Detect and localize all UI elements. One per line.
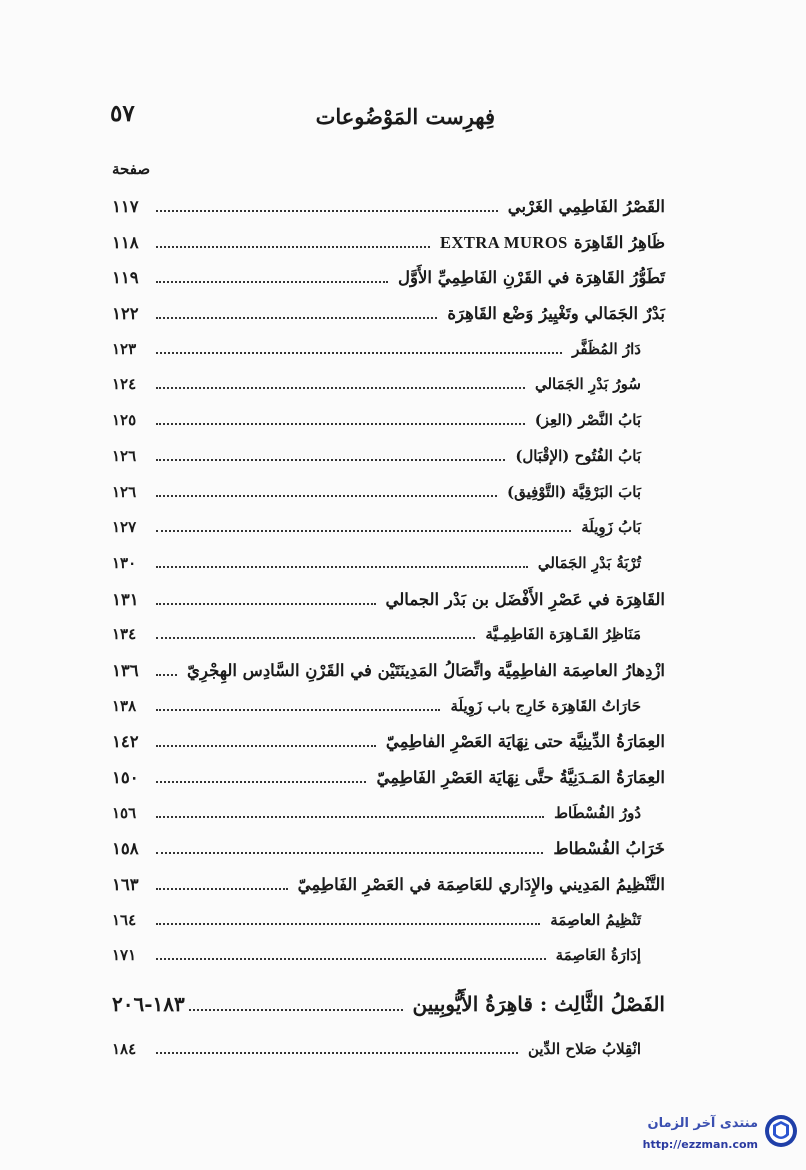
- toc-entry-row: [112, 233, 665, 269]
- toc-entry-row: [112, 697, 665, 733]
- toc-chapter-row: [112, 992, 665, 1036]
- page-header: [110, 100, 670, 140]
- toc-leader-dots: [156, 245, 430, 248]
- watermark-name: منتدى آخر الزمان: [647, 1116, 758, 1131]
- toc-leader-dots: [156, 708, 440, 711]
- toc-entry-title: تُرْبَةُ بَدْرِ الجَمَالي: [537, 553, 641, 572]
- toc-entry-title: خَرَابُ الفُسْطاط: [553, 839, 665, 859]
- toc-entry-title: بَابُ زَوِيلَة: [581, 518, 641, 537]
- toc-leader-dots: [156, 209, 498, 212]
- toc-entry-row: [112, 661, 665, 697]
- toc-entry-title: ازْدِهارُ العاصِمَة الفاطِمِيَّة واتِّصَالُ المَدِينَتَيْن في القَرْنِ السَّادِس الهِجْرِيّ: [187, 660, 665, 680]
- toc-entry-row: [112, 411, 665, 447]
- toc-entry-row: [112, 375, 665, 411]
- toc-entry-title: التَّنْظِيمُ المَدِيني والإِدَاري للعَاصِمَة في العَصْرِ الفَاطِمِيّ: [297, 875, 665, 895]
- toc-page-number: ١٢٦: [112, 446, 137, 465]
- toc-leader-dots: [156, 744, 376, 747]
- toc-leader-dots: [189, 1008, 403, 1011]
- toc-leader-dots: [156, 636, 475, 639]
- watermark-url: http://ezzman.com: [642, 1138, 758, 1151]
- toc-page-number: ١٢٣: [112, 339, 137, 358]
- toc-leader-dots: [156, 887, 288, 890]
- toc-entry-row: [112, 875, 665, 911]
- toc-leader-dots: [156, 1051, 518, 1054]
- toc-entry-title: العِمَارَةُ المَـدَنِيَّةُ حتَّى نِهَايَة العَصْرِ الفَاطِمِيّ: [376, 768, 665, 787]
- blue-circle-logo-icon: [764, 1114, 798, 1148]
- toc-entry-title: العِمَارَةُ الدِّينِيَّة حتى نِهَايَة العَصْرِ الفاطِمِيّ: [385, 732, 665, 752]
- page-title: فِهرِست المَوْضُوعات: [315, 104, 495, 129]
- toc-leader-dots: [156, 386, 525, 389]
- toc-page-number: ١٣٤: [112, 625, 137, 644]
- toc-entry-row: [112, 946, 665, 982]
- toc-leader-dots: [156, 351, 562, 354]
- toc-page-number: ١٢٧: [112, 518, 137, 537]
- toc-leader-dots: [156, 565, 528, 568]
- toc-leader-dots: [156, 529, 571, 532]
- toc-leader-dots: [156, 494, 497, 497]
- toc-page-number: ١٦٤: [112, 910, 137, 929]
- toc-page-number: ١٣٠: [112, 553, 137, 572]
- toc-entry-title: حَارَاتُ القَاهِرَة خَارِج باب زَوِيلَة: [450, 696, 641, 715]
- toc-leader-dots: [156, 851, 543, 854]
- toc-entry-row: [112, 554, 665, 590]
- toc-entry-row: [112, 911, 665, 947]
- toc-page-number: ١٧١: [112, 946, 137, 965]
- toc-entry-title: مَنَاظِرُ القَـاهِرَة الفَاطِمِـيَّة: [485, 625, 641, 644]
- toc-entry-title: بَدْرٌ الجَمَالي وتَغْيِيرُ وَضْع القَاهِرَة: [447, 304, 665, 324]
- toc-leader-dots: [156, 815, 544, 818]
- toc-entry-row: [112, 447, 665, 483]
- toc-entry-title: ظَاهِرُ القَاهِرَة: [573, 232, 665, 252]
- toc-entry-title: سُورُ بَدْرِ الجَمَالي: [534, 375, 641, 394]
- toc-page-number: ١٢٢: [112, 304, 139, 324]
- toc-leader-dots: [156, 922, 540, 925]
- watermark: [598, 1110, 798, 1160]
- toc-entry-title: القَصْرُ الفَاطِمِي الغَرْبي: [507, 197, 665, 216]
- toc-entry-row: [112, 340, 665, 376]
- toc-leader-dots: [156, 957, 546, 960]
- toc-page-number: ١٣٨: [112, 696, 137, 715]
- toc-entry-row: [112, 197, 665, 233]
- page-number: ٥٧: [110, 100, 135, 127]
- toc-page-number: ١٣١: [112, 589, 139, 609]
- toc-page-number: ١٣٦: [112, 660, 139, 680]
- toc-entry-row: [112, 804, 665, 840]
- toc-leader-dots: [156, 280, 388, 283]
- toc-page-number: ١٤٢: [112, 732, 139, 752]
- toc-entry-row: [112, 518, 665, 554]
- toc-entry-row: [112, 732, 665, 768]
- toc-page-number: ١١٧: [112, 197, 139, 216]
- toc-leader-dots: [156, 422, 525, 425]
- toc-entry-title: بَابُ النَّصْر (العِز): [534, 411, 641, 430]
- toc-entry-row: [112, 268, 665, 304]
- toc-entry-title: دُورُ الفُسْطَاط: [554, 803, 641, 822]
- toc-entry-title: إدَارَةُ العَاصِمَة: [555, 946, 641, 965]
- toc-page-number: ١١٩: [112, 268, 139, 288]
- toc-leader-dots: [156, 458, 505, 461]
- page-column-label: صفحة: [112, 160, 151, 178]
- toc-entry-title: تَنْظِيمُ العاصِمَة: [550, 910, 641, 929]
- toc-page-number: ١٥٠: [112, 768, 139, 787]
- toc-entry-title: القَاهِرَة في عَصْرِ الأَفْضَل بن بَدْر الجمالي: [385, 589, 665, 609]
- toc-page-number: ١٢٥: [112, 411, 137, 430]
- toc-entry-row: [112, 483, 665, 519]
- toc-page-number: ١٥٦: [112, 803, 137, 822]
- toc-leader-dots: [156, 602, 376, 605]
- toc-page-number: ١٢٤: [112, 375, 137, 394]
- toc-page-number: ١٨٣-٢٠٦: [112, 992, 185, 1017]
- toc-entry-row: [112, 625, 665, 661]
- toc-entry-title: انْقِلابُ صَلاح الدِّين: [527, 1040, 641, 1059]
- toc-entry-title: بَابَ البَرْقِيَّة (التَّوْفِيق): [506, 482, 641, 501]
- toc-leader-dots: [156, 673, 177, 676]
- toc-entry-title: تَطَوُّرُ القَاهِرَة في القَرْنِ الفَاطِمِيِّ الأَوَّل: [398, 268, 665, 288]
- toc-entry-row: [112, 768, 665, 804]
- toc-page-number: ١١٨: [112, 232, 139, 252]
- toc-leader-dots: [156, 780, 366, 783]
- toc-entry-row: [112, 1040, 665, 1076]
- toc-entry-title: دَارُ المُظَفَّر: [572, 339, 641, 358]
- table-of-contents: [112, 197, 665, 1076]
- toc-page-number: ١٥٨: [112, 839, 139, 859]
- toc-page-number: ١٢٦: [112, 482, 137, 501]
- toc-entry-row: [112, 304, 665, 340]
- toc-entry-title: الفَصْلُ الثَّالِث : قاهِرَةُ الأَيُّوبِيين: [412, 992, 665, 1017]
- toc-entry-latin: EXTRA MUROS: [439, 232, 568, 252]
- toc-entry-row: [112, 839, 665, 875]
- toc-page-number: ١٦٣: [112, 875, 139, 895]
- toc-entry-row: [112, 590, 665, 626]
- toc-entry-title: بَابُ الفُتُوح (الإقْبَال): [515, 446, 641, 465]
- toc-leader-dots: [156, 316, 437, 319]
- toc-page-number: ١٨٤: [112, 1040, 137, 1059]
